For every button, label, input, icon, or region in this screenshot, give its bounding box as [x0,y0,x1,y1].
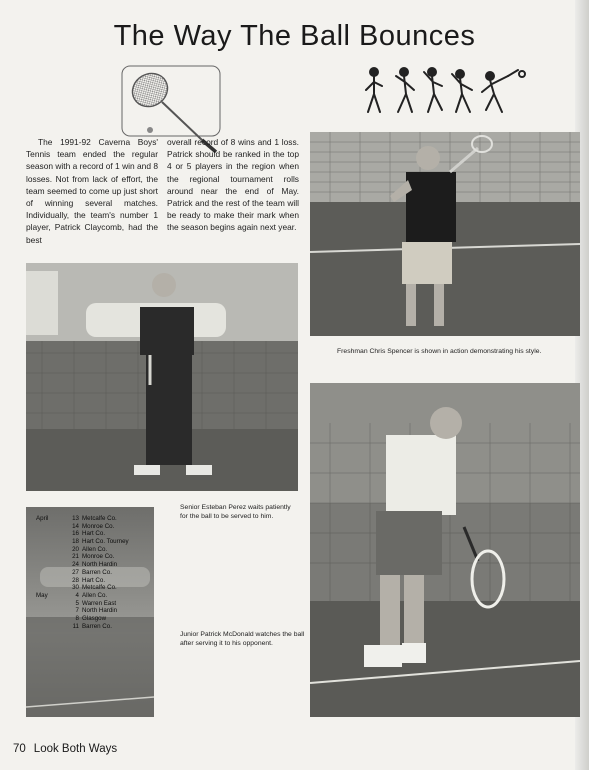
schedule-panel [26,507,154,717]
caption-mcdonald: Junior Patrick McDonald watches the ball after serving it to his opponent. [180,631,305,647]
page-footer [13,743,117,755]
schedule-opponent: Hart Co. Tourney [82,538,129,546]
caption-perez: Senior Esteban Perez waits patiently for the ball to be served to him. [180,504,291,520]
page-number: 70 [13,743,26,755]
schedule-opponent: Monroe Co. [82,553,115,561]
schedule-opponent: Barren Co. [82,568,112,576]
photo-chris-spencer [310,132,580,336]
schedule-day: 13 [72,515,79,522]
schedule-day: 14 [72,522,79,530]
schedule-month: April [36,515,49,522]
schedule-opponent: Metcalfe Co. [82,515,117,522]
page-title: The Way The Ball Bounces [113,20,476,52]
article-column-2: overall record of 8 wins and 1 loss. Patrick should be ranked in the top 4 or 5 players in the region when the regional tournament rolls around near the end of May. Patrick and the rest of the team will be ready to make their mark when the season begins again next year. [167,137,299,233]
schedule-opponent: Metcalfe Co. [82,584,117,592]
schedule-opponent: North Hardin [82,561,118,569]
schedule-day: 24 [72,561,79,569]
schedule-day: 30 [72,584,79,592]
photo-patrick-mcdonald [310,383,580,717]
section-title: Look Both Ways [33,743,118,755]
tennis-player-figures-icon [362,64,532,127]
schedule-day: 8 [75,614,79,622]
schedule-day: 4 [75,591,79,599]
schedule-opponent: Monroe Co. [82,522,115,530]
schedule-day: 5 [75,599,79,607]
schedule-day: 11 [72,622,79,630]
schedule-day: 18 [72,538,79,546]
schedule-day: 27 [72,568,79,576]
schedule-day: 28 [72,576,79,584]
schedule-opponent: Allen Co. [82,545,108,553]
schedule-opponent: Hart Co. [82,576,106,584]
schedule-day: 21 [72,553,79,561]
photo-esteban-perez [26,263,298,491]
schedule-month: May [36,591,48,599]
schedule-opponent: North Hardin [82,607,118,615]
schedule-day: 7 [75,607,79,615]
schedule-day: 16 [72,530,79,538]
caption-spencer: Freshman Chris Spencer is shown in action demonstrating his style. [337,348,542,355]
schedule-opponent: Barren Co. [82,622,112,630]
schedule-day: 20 [72,545,79,553]
schedule-opponent: Hart Co. [82,530,106,538]
schedule-opponent: Allen Co. [82,591,108,599]
article-column-1: The 1991-92 Caverna Boys' Tennis team ended the regular season with a record of 1 win and 8 losses. Not from lack of effort, the team seemed to come up just short of winning several matches. Individually, the team's number 1 player, Patrick Claycomb, had the best [26,137,158,245]
schedule-opponent: Warren East [82,599,117,607]
schedule-opponent: Glasgow [82,614,107,622]
